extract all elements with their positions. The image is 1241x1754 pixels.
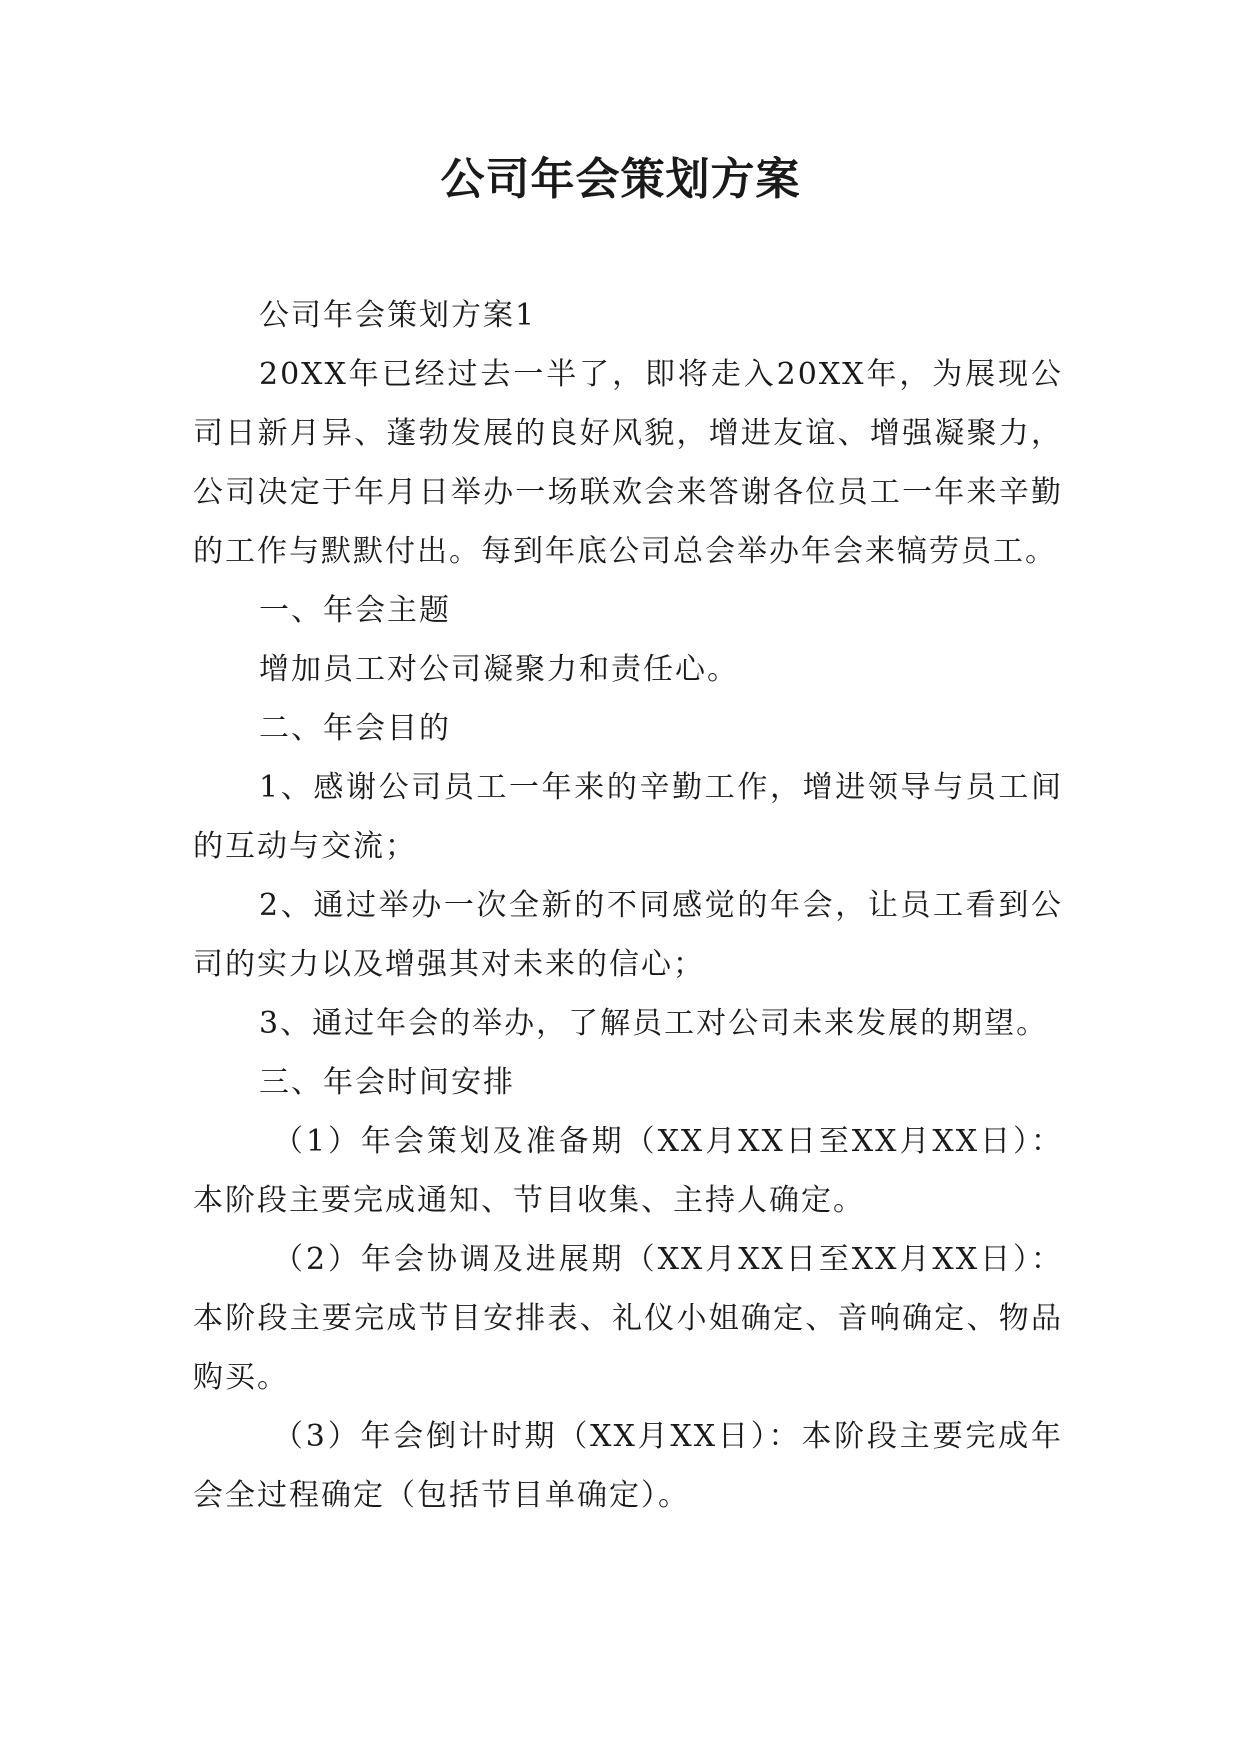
document-title: 公司年会策划方案 [440,154,801,205]
section-subtitle: 公司年会策划方案1 [259,298,537,333]
document-body [193,286,1063,1525]
purpose-item: 3、通过年会的举办，了解员工对公司未来发展的期望。 [259,1006,1049,1041]
schedule-item: （2）年会协调及进展期（XX月XX日至XX月XX日）：本阶段主要完成节目安排表、礼仪小姐确定、音响确定、物品购买。 [193,1242,1063,1395]
heading-theme: 一、年会主题 [259,593,451,628]
heading-purpose: 二、年会目的 [259,711,451,746]
heading-schedule: 三、年会时间安排 [259,1065,515,1100]
purpose-item: 2、通过举办一次全新的不同感觉的年会，让员工看到公司的实力以及增强其对未来的信心； [193,888,1063,982]
theme-paragraph: 增加员工对公司凝聚力和责任心。 [259,652,739,687]
schedule-item: （3）年会倒计时期（XX月XX日）：本阶段主要完成年会全过程确定（包括节目单确定）。 [193,1419,1063,1513]
purpose-item: 1、感谢公司员工一年来的辛勤工作，增进领导与员工间的互动与交流； [193,770,1063,864]
intro-paragraph: 20XX年已经过去一半了，即将走入20XX年，为展现公司日新月异、蓬勃发展的良好风貌，增进友谊、增强凝聚力，公司决定于年月日举办一场联欢会来答谢各位员工一年来辛勤的工作与默默付出。每到年底公司总会举办年会来犒劳员工。 [193,357,1063,569]
schedule-item: （1）年会策划及准备期（XX月XX日至XX月XX日）：本阶段主要完成通知、节目收集、主持人确定。 [193,1124,1063,1218]
